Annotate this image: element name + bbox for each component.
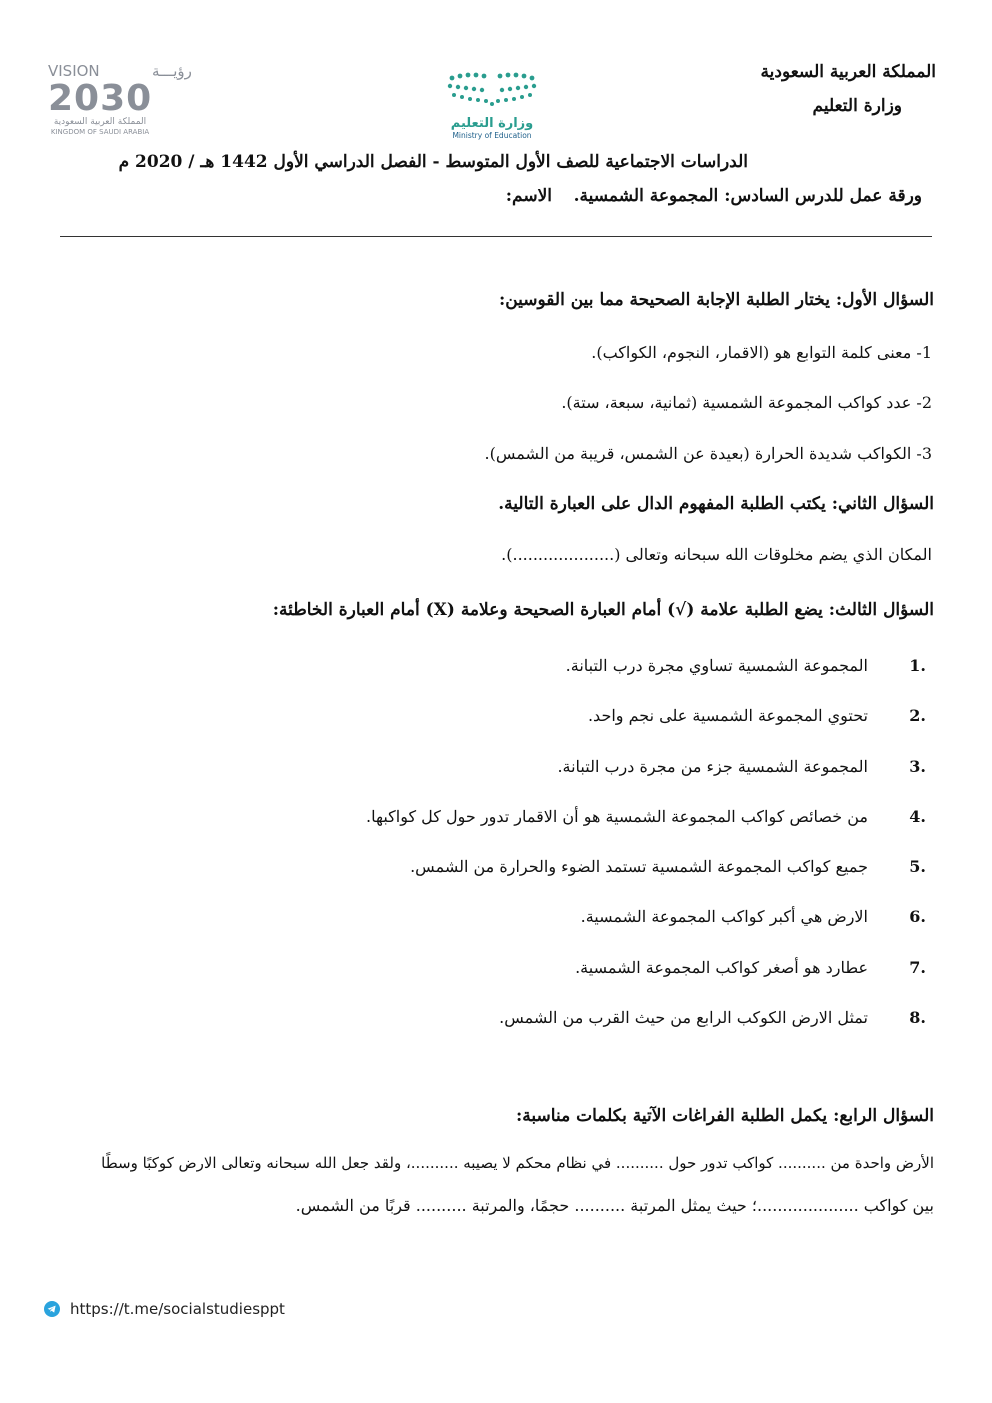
course-line: الدراسات الاجتماعية للصف الأول المتوسط - الفصل الدراسي الأول 1442 هـ / 2020 م [118, 152, 748, 172]
tf-statement: من خصائص كواكب المجموعة الشمسية هو أن الاقمار تدور حول كل كواكبها. [365, 806, 868, 826]
moe-dots-icon [448, 73, 536, 106]
q3-heading: السؤال الثالث: يضع الطلبة علامة (√) أمام العبارة الصحيحة وعلامة (X) أمام العبارة الخاطئة: [272, 600, 934, 620]
tf-number: 2. [909, 705, 926, 725]
q4-paragraph-line: بين كواكب ....................؛ حيث يمثل المرتبة .......... حجمًا، والمرتبة .......... قربًا من الشمس. [295, 1196, 934, 1215]
name-label: الاسم: [505, 186, 552, 206]
q1-item: 1- معنى كلمة التوابع هو (الاقمار، النجوم، الكواكب). [591, 343, 932, 362]
q2-item: المكان الذي يضم مخلوقات الله سبحانه وتعالى (....................). [501, 545, 932, 564]
q1-item: 3- الكواكب شديدة الحرارة (بعيدة عن الشمس، قريبة من الشمس). [484, 444, 932, 463]
tf-statement: عطارد هو أصغر كواكب المجموعة الشمسية. [575, 957, 868, 977]
q2-heading: السؤال الثاني: يكتب الطلبة المفهوم الدال على العبارة التالية. [498, 494, 934, 514]
tf-item [306, 1002, 926, 1032]
worksheet-title: ورقة عمل للدرس السادس: المجموعة الشمسية. [573, 186, 922, 206]
vision-arabic-kingdom: المملكة العربية السعودية [53, 117, 147, 127]
moe-english-text: Ministry of Education [452, 131, 532, 140]
ministry-name: وزارة التعليم [812, 96, 902, 116]
kingdom-name: المملكة العربية السعودية [760, 62, 936, 82]
tf-item [306, 700, 926, 730]
q4-heading: السؤال الرابع: يكمل الطلبة الفراغات الآتية بكلمات مناسبة: [516, 1106, 934, 1126]
tf-number: 4. [909, 806, 926, 826]
telegram-link[interactable]: https://t.me/socialstudiesppt [70, 1300, 285, 1318]
tf-number: 5. [909, 856, 926, 876]
tf-item [306, 901, 926, 931]
tf-number: 1. [909, 655, 926, 675]
q1-item: 2- عدد كواكب المجموعة الشمسية (ثمانية، سبعة، ستة). [561, 393, 932, 412]
ministry-of-education-logo [440, 70, 544, 142]
tf-number: 8. [909, 1007, 926, 1027]
moe-arabic-text: وزارة التعليم [450, 116, 534, 131]
tf-number: 6. [909, 906, 926, 926]
tf-item [306, 851, 926, 881]
vision-english-kingdom: KINGDOM OF SAUDI ARABIA [50, 128, 150, 136]
vision-year: 2030 [48, 78, 153, 119]
telegram-icon [44, 1301, 60, 1317]
tf-item [306, 751, 926, 781]
tf-item [306, 801, 926, 831]
tf-item [306, 650, 926, 680]
tf-statement: الارض هي أكبر كواكب المجموعة الشمسية. [580, 906, 868, 926]
tf-statement: المجموعة الشمسية تساوي مجرة درب التبانة. [565, 655, 868, 675]
q4-paragraph-line: الأرض واحدة من .......... كواكب تدور حول .......... في نظام محكم لا يصيبه ..........، ولقد جعل الله سبحانه وتعالى الارض كوكبًا وسطًا [101, 1154, 934, 1172]
tf-statement: تحتوي المجموعة الشمسية على نجم واحد. [587, 705, 868, 725]
footer [44, 1300, 285, 1318]
tf-number: 7. [909, 957, 926, 977]
tf-statement: تمثل الارض الكوكب الرابع من حيث القرب من الشمس. [499, 1007, 868, 1027]
tf-statement: المجموعة الشمسية جزء من مجرة درب التبانة. [557, 756, 868, 776]
tf-item [306, 952, 926, 982]
tf-statement: جميع كواكب المجموعة الشمسية تستمد الضوء والحرارة من الشمس. [410, 856, 868, 876]
vision-text: VISION [48, 62, 100, 80]
tf-number: 3. [909, 756, 926, 776]
vision-2030-logo [44, 58, 192, 136]
vision-arabic-word: رؤيـــة [152, 62, 192, 80]
header-divider [60, 236, 932, 237]
q1-heading: السؤال الأول: يختار الطلبة الإجابة الصحيحة مما بين القوسين: [498, 290, 934, 310]
